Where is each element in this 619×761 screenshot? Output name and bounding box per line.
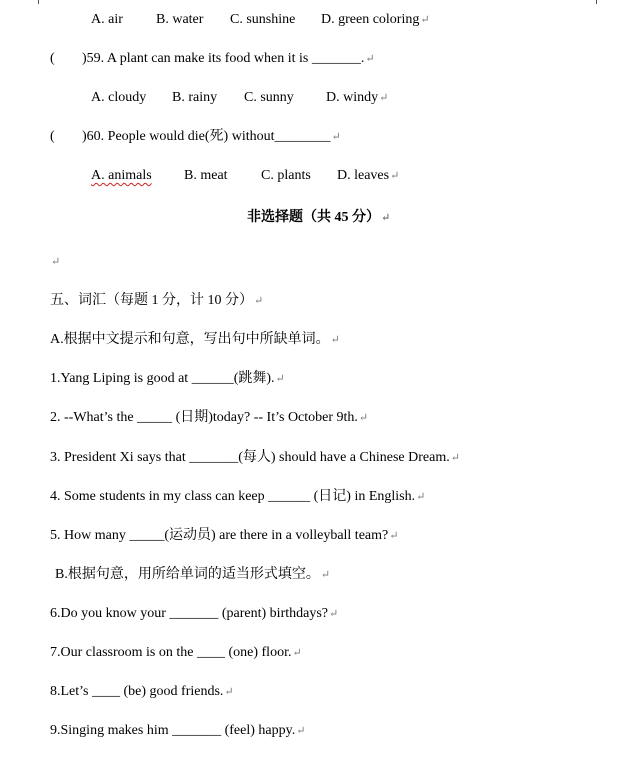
q60-option-a: A. animals xyxy=(91,168,152,183)
paragraph-mark: ↵ xyxy=(381,212,391,224)
part-b-instruction: B.根据句意，用所给单词的适当形式填空。↵ xyxy=(55,567,331,582)
q60-open-paren: ( xyxy=(50,129,55,144)
paragraph-mark: ↵ xyxy=(390,170,400,182)
q60-option-b: B. meat xyxy=(184,168,228,183)
q58-option-c: C. sunshine xyxy=(230,12,296,27)
a-item-2: 2. --What’s the _____ (日期)today? -- It’s October 9th.↵ xyxy=(50,410,369,425)
q59-open-paren: ( xyxy=(50,51,55,66)
empty-paragraph xyxy=(50,253,60,271)
q60-question xyxy=(82,128,341,146)
q59-option-b: B. rainy xyxy=(172,90,218,105)
q59-question xyxy=(82,50,375,68)
q59-text: A plant can make its food when it is _______. xyxy=(106,51,365,66)
paragraph-mark: ↵ xyxy=(224,686,234,698)
paragraph-mark: ↵ xyxy=(329,608,339,620)
paragraph-mark: ↵ xyxy=(275,373,285,385)
q58-option-d: D. green coloring↵ xyxy=(321,12,430,27)
q60-option-c: C. plants xyxy=(261,168,311,183)
part5-title: 五、词汇（每题 1 分，计 10 分）↵ xyxy=(50,293,264,308)
paragraph-mark: ↵ xyxy=(296,725,306,737)
q59-option-a: A. cloudy xyxy=(91,90,147,105)
paragraph-mark: ↵ xyxy=(379,92,389,104)
paragraph-mark: ↵ xyxy=(389,530,399,542)
paragraph-mark: ↵ xyxy=(292,647,302,659)
a-item-5: 5. How many _____(运动员) are there in a volleyball team?↵ xyxy=(50,528,399,543)
q58-option-b: B. water xyxy=(156,12,204,27)
paragraph-mark: ↵ xyxy=(320,569,331,581)
paragraph-mark: ↵ xyxy=(51,256,61,268)
paragraph-mark: ↵ xyxy=(254,295,264,307)
corner-mark-left xyxy=(38,0,39,4)
q59-option-c: C. sunny xyxy=(244,90,294,105)
a-item-4: 4. Some students in my class can keep ______ (日记) in English.↵ xyxy=(50,489,426,504)
a-item-3: 3. President Xi says that _______(每人) should have a Chinese Dream.↵ xyxy=(50,450,460,465)
q59-option-d: D. windy↵ xyxy=(326,90,389,105)
q59-number: )59. xyxy=(82,51,105,66)
paragraph-mark: ↵ xyxy=(365,53,375,65)
paragraph-mark: ↵ xyxy=(420,14,430,26)
b-item-7: 7.Our classroom is on the ____ (one) floor.↵ xyxy=(50,645,302,660)
part-a-instruction: A.根据中文提示和句意，写出句中所缺单词。↵ xyxy=(50,332,340,347)
q60-text: People would die(死) without________ xyxy=(107,129,331,144)
b-item-8: 8.Let’s ____ (be) good friends.↵ xyxy=(50,684,234,699)
corner-mark-right xyxy=(596,0,597,4)
paragraph-mark: ↵ xyxy=(330,334,340,346)
paragraph-mark: ↵ xyxy=(416,491,426,503)
a-item-1: 1.Yang Liping is good at ______(跳舞).↵ xyxy=(50,371,285,386)
section-heading: 非选择题（共 45 分）↵ xyxy=(247,210,391,225)
paragraph-mark: ↵ xyxy=(331,131,341,143)
q60-number: )60. xyxy=(82,129,105,144)
b-item-9: 9.Singing makes him _______ (feel) happy.↵ xyxy=(50,723,306,738)
paragraph-mark: ↵ xyxy=(358,412,369,424)
b-item-6: 6.Do you know your _______ (parent) birthdays?↵ xyxy=(50,606,339,621)
q58-option-a: A. air xyxy=(91,12,123,27)
paragraph-mark: ↵ xyxy=(450,452,460,464)
q60-option-d: D. leaves↵ xyxy=(337,168,400,183)
